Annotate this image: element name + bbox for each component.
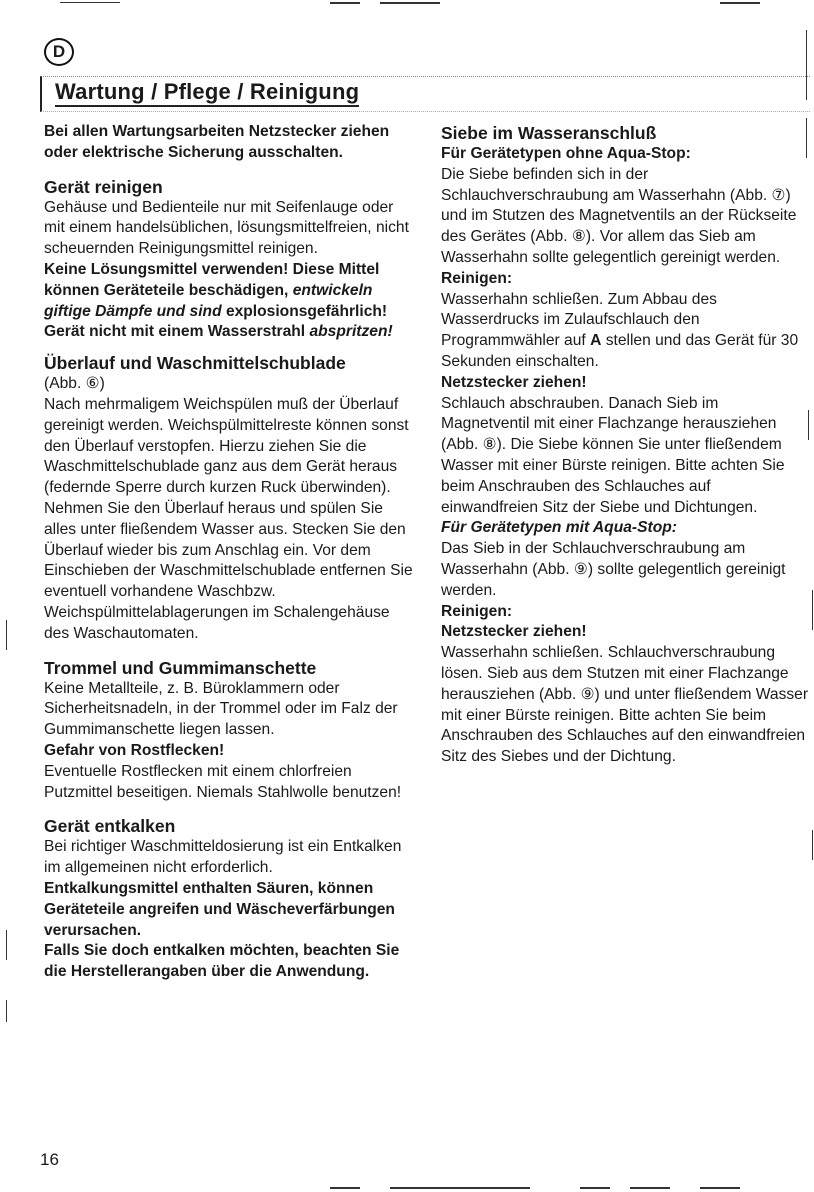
subheading-ohne-aqua-stop: Für Gerätetypen ohne Aqua-Stop:: [441, 145, 691, 162]
scan-mark: [580, 1187, 610, 1189]
label-reinigen-2: Reinigen:: [441, 602, 513, 620]
scan-mark: [700, 1187, 740, 1189]
scan-mark: [390, 1187, 530, 1189]
text-reinigen-1: [441, 290, 811, 373]
warning-plug-1: Netzstecker ziehen!: [441, 373, 587, 391]
warning-waterjet-a: Gerät nicht mit einem Wasserstrahl: [44, 323, 306, 341]
page-title: Wartung / Pflege / Reinigung: [55, 79, 359, 107]
heading-ueberlauf: Überlauf und Waschmittelschublade: [44, 353, 346, 374]
left-column: [44, 122, 416, 983]
figure-ref-6: (Abb. ⑥): [44, 375, 105, 393]
label-reinigen-1: Reinigen:: [441, 269, 513, 287]
warning-waterjet: [44, 322, 416, 343]
steps-reinigen-2: Wasserhahn schließen. Schlauchverschraubung lösen. Sieb aus dem Stutzen mit einer Flachzange herausziehen (Abb. ⑨) und unter fließendem Wasser mit einer Bürste reinigen. Bitte achten Sie beim Anschrauben des Schlauches auf den einwandfreien Sitz des Siebes und der Dichtung.: [441, 644, 809, 766]
language-badge: D: [44, 38, 74, 66]
text-geraet-reinigen: Gehäuse und Bedienteile nur mit Seifenlauge oder mit einem handelsüblichen, lösungsmittelfreien, nicht scheuernden Reinigungsmittel reinigen.: [44, 198, 409, 258]
scan-mark: [720, 2, 760, 4]
heading-entkalken: Gerät entkalken: [44, 816, 176, 837]
title-bar: [40, 76, 810, 112]
scan-mark: [806, 30, 807, 100]
warning-acids: Entkalkungsmittel enthalten Säuren, können Geräteteile angreifen und Wäscheverfärbungen verursachen.: [44, 879, 395, 939]
warning-plug-2: Netzstecker ziehen!: [441, 623, 587, 641]
scan-mark: [812, 830, 813, 860]
scan-mark: [380, 2, 440, 4]
scan-mark: [6, 1000, 7, 1022]
text-ohne-aqua-stop: Die Siebe befinden sich in der Schlauchverschraubung am Wasserhahn (Abb. ⑦) und im Stutzen des Magnetventils an der Rückseite des Gerätes (Abb. ⑧). Vor allem das Sieb am Wasserhahn sollte gelegentlich gereinigt werden.: [441, 165, 797, 266]
heading-siebe: Siebe im Wasseranschluß: [441, 123, 657, 143]
warning-solvents-c: explosionsgefährlich!: [225, 302, 388, 320]
warning-manufacturer: Falls Sie doch entkalken möchten, beachten Sie die Herstellerangaben über die Anwendung.: [44, 942, 400, 981]
heading-trommel: Trommel und Gummimanschette: [44, 657, 317, 678]
scan-mark: [330, 1187, 360, 1189]
scan-mark: [630, 1187, 670, 1189]
text-trommel: Keine Metallteile, z. B. Büroklammern oder Sicherheitsnadeln, in der Trommel oder im Falz der Gummimanschette liegen lassen.: [44, 679, 398, 739]
scan-mark: [60, 2, 120, 3]
scan-mark: [806, 118, 807, 158]
scan-mark: [6, 620, 7, 650]
subheading-mit-aqua-stop: Für Gerätetypen mit Aqua-Stop:: [441, 519, 677, 537]
heading-geraet-reinigen: Gerät reinigen: [44, 176, 163, 197]
text-rust: Eventuelle Rostflecken mit einem chlorfreien Putzmittel beseitigen. Niemals Stahlwolle benutzen!: [44, 762, 402, 801]
warning-rust: Gefahr von Rostflecken!: [44, 741, 225, 759]
text-reinigen-1-a: Wasserhahn schließen. Zum Abbau des Wasserdrucks im Zulaufschlauch den Programmwähler auf: [441, 290, 717, 350]
scan-mark: [812, 590, 813, 630]
page-number: 16: [40, 1150, 59, 1169]
warning-solvents-b: entwickeln giftige Dämpfe und sind: [44, 281, 373, 320]
scan-mark: [330, 2, 360, 4]
text-mit-aqua-stop: Das Sieb in der Schlauchverschraubung am Wasserhahn (Abb. ⑨) sollte gelegentlich gereinigt werden.: [441, 540, 786, 599]
steps-reinigen-1: Schlauch abschrauben. Danach Sieb im Magnetventil mit einer Flachzange herausziehen (Abb. ⑧). Die Siebe können Sie unter fließendem Wasser mit einer Bürste reinigen. Bitte achten Sie beim Anschrauben des Schlauches auf einwandfreien Sitz der Siebe und Dichtungen.: [441, 394, 785, 516]
program-position: A: [590, 332, 602, 350]
text-entkalken: Bei richtiger Waschmitteldosierung ist ein Entkalken im allgemeinen nicht erforderlich.: [44, 838, 402, 877]
warning-waterjet-b: abspritzen!: [309, 323, 393, 341]
safety-warning: Bei allen Wartungsarbeiten Netzstecker ziehen oder elektrische Sicherung ausschalten.: [44, 123, 390, 161]
right-column: [441, 122, 811, 768]
warning-solvents: [44, 260, 416, 322]
scan-mark: [6, 930, 7, 960]
warning-solvents-a: Keine Lösungsmittel verwenden! Diese Mittel können Geräteteile beschädigen,: [44, 260, 380, 299]
text-reinigen-1-b: stellen und das Gerät für 30 Sekunden einschalten.: [441, 332, 799, 370]
scan-mark: [808, 410, 809, 440]
text-ueberlauf: Nach mehrmaligem Weichspülen muß der Überlauf gereinigt werden. Weichspülmittelreste können sonst den Überlauf verstopfen. Hierzu ziehen Sie die Waschmittelschublade ganz aus dem Gerät heraus (federnde Sperre durch kurzen Ruck überwinden). Nehmen Sie den Überlauf heraus und spülen Sie alles unter fließendem Wasser aus. Stecken Sie den Überlauf wieder bis zum Anschlag ein. Vor dem Einschieben der Waschmittelschublade entfernen Sie eventuell vorhandene Waschbzw. Weichspülmittelablagerungen im Schalengehäuse des Waschautomaten.: [44, 395, 413, 642]
